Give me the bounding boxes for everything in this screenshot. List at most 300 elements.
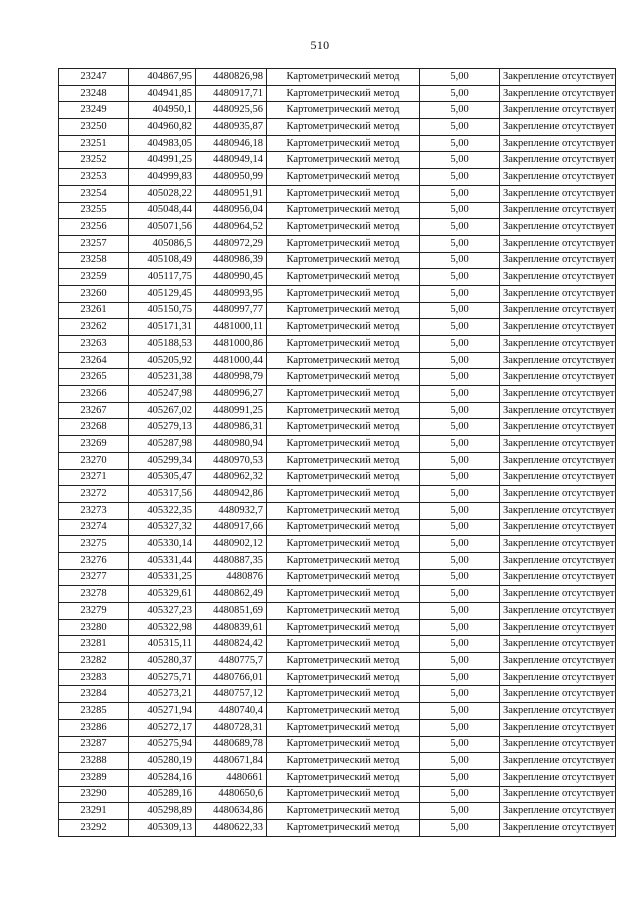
point-number-cell: 23285 (59, 703, 129, 720)
point-number-cell: 23268 (59, 419, 129, 436)
point-number-cell: 23260 (59, 285, 129, 302)
x-coordinate-cell: 405108,49 (129, 252, 196, 269)
x-coordinate-cell: 405331,25 (129, 569, 196, 586)
point-number-cell: 23272 (59, 486, 129, 503)
point-number-cell: 23264 (59, 352, 129, 369)
fixation-cell: Закрепление отсутствует (500, 336, 616, 353)
method-cell: Картометрический метод (267, 819, 420, 836)
accuracy-cell: 5,00 (420, 669, 500, 686)
point-number-cell: 23251 (59, 135, 129, 152)
fixation-cell: Закрепление отсутствует (500, 135, 616, 152)
accuracy-cell: 5,00 (420, 753, 500, 770)
x-coordinate-cell: 405329,61 (129, 586, 196, 603)
x-coordinate-cell: 405327,23 (129, 603, 196, 620)
x-coordinate-cell: 405280,19 (129, 753, 196, 770)
y-coordinate-cell: 4480634,86 (196, 803, 267, 820)
x-coordinate-cell: 404991,25 (129, 152, 196, 169)
x-coordinate-cell: 405267,02 (129, 402, 196, 419)
table-row (59, 185, 616, 202)
x-coordinate-cell: 405171,31 (129, 319, 196, 336)
y-coordinate-cell: 4480986,31 (196, 419, 267, 436)
x-coordinate-cell: 405028,22 (129, 185, 196, 202)
y-coordinate-cell: 4480950,99 (196, 169, 267, 186)
x-coordinate-cell: 405330,14 (129, 536, 196, 553)
accuracy-cell: 5,00 (420, 69, 500, 86)
table-row (59, 386, 616, 403)
method-cell: Картометрический метод (267, 719, 420, 736)
method-cell: Картометрический метод (267, 603, 420, 620)
fixation-cell: Закрепление отсутствует (500, 502, 616, 519)
method-cell: Картометрический метод (267, 653, 420, 670)
y-coordinate-cell: 4480862,49 (196, 586, 267, 603)
y-coordinate-cell: 4480949,14 (196, 152, 267, 169)
method-cell: Картометрический метод (267, 402, 420, 419)
x-coordinate-cell: 404983,05 (129, 135, 196, 152)
point-number-cell: 23289 (59, 769, 129, 786)
point-number-cell: 23257 (59, 235, 129, 252)
x-coordinate-cell: 404960,82 (129, 119, 196, 136)
accuracy-cell: 5,00 (420, 85, 500, 102)
x-coordinate-cell: 404950,1 (129, 102, 196, 119)
table-row (59, 536, 616, 553)
y-coordinate-cell: 4480887,35 (196, 552, 267, 569)
accuracy-cell: 5,00 (420, 419, 500, 436)
point-number-cell: 23261 (59, 302, 129, 319)
x-coordinate-cell: 405247,98 (129, 386, 196, 403)
x-coordinate-cell: 405322,35 (129, 502, 196, 519)
y-coordinate-cell: 4480964,52 (196, 219, 267, 236)
table-row (59, 452, 616, 469)
accuracy-cell: 5,00 (420, 169, 500, 186)
accuracy-cell: 5,00 (420, 536, 500, 553)
point-number-cell: 23255 (59, 202, 129, 219)
table-row (59, 786, 616, 803)
method-cell: Картометрический метод (267, 636, 420, 653)
method-cell: Картометрический метод (267, 469, 420, 486)
accuracy-cell: 5,00 (420, 269, 500, 286)
accuracy-cell: 5,00 (420, 436, 500, 453)
point-number-cell: 23259 (59, 269, 129, 286)
y-coordinate-cell: 4480728,31 (196, 719, 267, 736)
x-coordinate-cell: 405289,16 (129, 786, 196, 803)
accuracy-cell: 5,00 (420, 719, 500, 736)
point-number-cell: 23269 (59, 436, 129, 453)
accuracy-cell: 5,00 (420, 736, 500, 753)
accuracy-cell: 5,00 (420, 369, 500, 386)
point-number-cell: 23288 (59, 753, 129, 770)
method-cell: Картометрический метод (267, 536, 420, 553)
point-number-cell: 23286 (59, 719, 129, 736)
x-coordinate-cell: 405279,13 (129, 419, 196, 436)
coordinates-table-body (59, 69, 616, 837)
point-number-cell: 23291 (59, 803, 129, 820)
accuracy-cell: 5,00 (420, 636, 500, 653)
point-number-cell: 23292 (59, 819, 129, 836)
method-cell: Картометрический метод (267, 69, 420, 86)
accuracy-cell: 5,00 (420, 686, 500, 703)
point-number-cell: 23284 (59, 686, 129, 703)
fixation-cell: Закрепление отсутствует (500, 803, 616, 820)
fixation-cell: Закрепление отсутствует (500, 152, 616, 169)
accuracy-cell: 5,00 (420, 603, 500, 620)
table-row (59, 636, 616, 653)
table-row (59, 552, 616, 569)
fixation-cell: Закрепление отсутствует (500, 819, 616, 836)
accuracy-cell: 5,00 (420, 285, 500, 302)
fixation-cell: Закрепление отсутствует (500, 352, 616, 369)
y-coordinate-cell: 4480689,78 (196, 736, 267, 753)
table-row (59, 569, 616, 586)
y-coordinate-cell: 4481000,86 (196, 336, 267, 353)
table-row (59, 135, 616, 152)
y-coordinate-cell: 4480962,32 (196, 469, 267, 486)
point-number-cell: 23277 (59, 569, 129, 586)
y-coordinate-cell: 4480622,33 (196, 819, 267, 836)
fixation-cell: Закрепление отсутствует (500, 436, 616, 453)
fixation-cell: Закрепление отсутствует (500, 102, 616, 119)
method-cell: Картометрический метод (267, 185, 420, 202)
y-coordinate-cell: 4480946,18 (196, 135, 267, 152)
table-row (59, 235, 616, 252)
method-cell: Картометрический метод (267, 519, 420, 536)
point-number-cell: 23283 (59, 669, 129, 686)
accuracy-cell: 5,00 (420, 452, 500, 469)
method-cell: Картометрический метод (267, 135, 420, 152)
accuracy-cell: 5,00 (420, 486, 500, 503)
x-coordinate-cell: 404867,95 (129, 69, 196, 86)
y-coordinate-cell: 4480980,94 (196, 436, 267, 453)
point-number-cell: 23265 (59, 369, 129, 386)
y-coordinate-cell: 4480991,25 (196, 402, 267, 419)
point-number-cell: 23252 (59, 152, 129, 169)
x-coordinate-cell: 405298,89 (129, 803, 196, 820)
fixation-cell: Закрепление отсутствует (500, 653, 616, 670)
accuracy-cell: 5,00 (420, 586, 500, 603)
x-coordinate-cell: 405305,47 (129, 469, 196, 486)
y-coordinate-cell: 4480740,4 (196, 703, 267, 720)
fixation-cell: Закрепление отсутствует (500, 202, 616, 219)
accuracy-cell: 5,00 (420, 469, 500, 486)
table-row (59, 85, 616, 102)
point-number-cell: 23249 (59, 102, 129, 119)
table-row (59, 703, 616, 720)
y-coordinate-cell: 4480826,98 (196, 69, 267, 86)
accuracy-cell: 5,00 (420, 703, 500, 720)
fixation-cell: Закрепление отсутствует (500, 252, 616, 269)
fixation-cell: Закрепление отсутствует (500, 686, 616, 703)
fixation-cell: Закрепление отсутствует (500, 452, 616, 469)
table-row (59, 402, 616, 419)
x-coordinate-cell: 405231,38 (129, 369, 196, 386)
y-coordinate-cell: 4480997,77 (196, 302, 267, 319)
y-coordinate-cell: 4480902,12 (196, 536, 267, 553)
point-number-cell: 23273 (59, 502, 129, 519)
y-coordinate-cell: 4480766,01 (196, 669, 267, 686)
method-cell: Картометрический метод (267, 336, 420, 353)
fixation-cell: Закрепление отсутствует (500, 269, 616, 286)
fixation-cell: Закрепление отсутствует (500, 519, 616, 536)
method-cell: Картометрический метод (267, 786, 420, 803)
accuracy-cell: 5,00 (420, 336, 500, 353)
accuracy-cell: 5,00 (420, 135, 500, 152)
table-row (59, 753, 616, 770)
fixation-cell: Закрепление отсутствует (500, 669, 616, 686)
accuracy-cell: 5,00 (420, 569, 500, 586)
y-coordinate-cell: 4480876 (196, 569, 267, 586)
y-coordinate-cell: 4480839,61 (196, 619, 267, 636)
method-cell: Картометрический метод (267, 419, 420, 436)
fixation-cell: Закрепление отсутствует (500, 69, 616, 86)
accuracy-cell: 5,00 (420, 386, 500, 403)
point-number-cell: 23254 (59, 185, 129, 202)
table-row (59, 69, 616, 86)
method-cell: Картометрический метод (267, 736, 420, 753)
method-cell: Картометрический метод (267, 169, 420, 186)
x-coordinate-cell: 404941,85 (129, 85, 196, 102)
x-coordinate-cell: 405299,34 (129, 452, 196, 469)
table-row (59, 202, 616, 219)
accuracy-cell: 5,00 (420, 219, 500, 236)
table-row (59, 152, 616, 169)
y-coordinate-cell: 4480917,66 (196, 519, 267, 536)
fixation-cell: Закрепление отсутствует (500, 235, 616, 252)
x-coordinate-cell: 405327,32 (129, 519, 196, 536)
table-row (59, 285, 616, 302)
x-coordinate-cell: 405271,94 (129, 703, 196, 720)
fixation-cell: Закрепление отсутствует (500, 469, 616, 486)
y-coordinate-cell: 4480650,6 (196, 786, 267, 803)
method-cell: Картометрический метод (267, 486, 420, 503)
fixation-cell: Закрепление отсутствует (500, 769, 616, 786)
fixation-cell: Закрепление отсутствует (500, 619, 616, 636)
fixation-cell: Закрепление отсутствует (500, 285, 616, 302)
table-row (59, 719, 616, 736)
method-cell: Картометрический метод (267, 352, 420, 369)
x-coordinate-cell: 405275,71 (129, 669, 196, 686)
point-number-cell: 23253 (59, 169, 129, 186)
y-coordinate-cell: 4480956,04 (196, 202, 267, 219)
x-coordinate-cell: 405205,92 (129, 352, 196, 369)
x-coordinate-cell: 405280,37 (129, 653, 196, 670)
method-cell: Картометрический метод (267, 202, 420, 219)
table-row (59, 586, 616, 603)
table-row (59, 653, 616, 670)
accuracy-cell: 5,00 (420, 402, 500, 419)
method-cell: Картометрический метод (267, 252, 420, 269)
y-coordinate-cell: 4480775,7 (196, 653, 267, 670)
table-row (59, 336, 616, 353)
accuracy-cell: 5,00 (420, 619, 500, 636)
method-cell: Картометрический метод (267, 452, 420, 469)
method-cell: Картометрический метод (267, 302, 420, 319)
accuracy-cell: 5,00 (420, 119, 500, 136)
x-coordinate-cell: 405273,21 (129, 686, 196, 703)
method-cell: Картометрический метод (267, 586, 420, 603)
fixation-cell: Закрепление отсутствует (500, 486, 616, 503)
method-cell: Картометрический метод (267, 152, 420, 169)
point-number-cell: 23263 (59, 336, 129, 353)
fixation-cell: Закрепление отсутствует (500, 786, 616, 803)
accuracy-cell: 5,00 (420, 653, 500, 670)
table-row (59, 803, 616, 820)
method-cell: Картометрический метод (267, 235, 420, 252)
method-cell: Картометрический метод (267, 502, 420, 519)
point-number-cell: 23275 (59, 536, 129, 553)
fixation-cell: Закрепление отсутствует (500, 719, 616, 736)
table-row (59, 419, 616, 436)
point-number-cell: 23256 (59, 219, 129, 236)
table-row (59, 669, 616, 686)
x-coordinate-cell: 405331,44 (129, 552, 196, 569)
coordinates-table (58, 68, 616, 837)
fixation-cell: Закрепление отсутствует (500, 603, 616, 620)
point-number-cell: 23279 (59, 603, 129, 620)
point-number-cell: 23287 (59, 736, 129, 753)
method-cell: Картометрический метод (267, 219, 420, 236)
fixation-cell: Закрепление отсутствует (500, 586, 616, 603)
accuracy-cell: 5,00 (420, 152, 500, 169)
x-coordinate-cell: 405275,94 (129, 736, 196, 753)
y-coordinate-cell: 4480998,79 (196, 369, 267, 386)
table-row (59, 603, 616, 620)
x-coordinate-cell: 405117,75 (129, 269, 196, 286)
table-row (59, 619, 616, 636)
point-number-cell: 23247 (59, 69, 129, 86)
y-coordinate-cell: 4480993,95 (196, 285, 267, 302)
fixation-cell: Закрепление отсутствует (500, 569, 616, 586)
y-coordinate-cell: 4480917,71 (196, 85, 267, 102)
y-coordinate-cell: 4480986,39 (196, 252, 267, 269)
method-cell: Картометрический метод (267, 85, 420, 102)
table-row (59, 486, 616, 503)
table-row (59, 119, 616, 136)
method-cell: Картометрический метод (267, 369, 420, 386)
page-number: 510 (310, 38, 330, 52)
method-cell: Картометрический метод (267, 552, 420, 569)
point-number-cell: 23274 (59, 519, 129, 536)
x-coordinate-cell: 405272,17 (129, 719, 196, 736)
method-cell: Картометрический метод (267, 803, 420, 820)
fixation-cell: Закрепление отсутствует (500, 736, 616, 753)
fixation-cell: Закрепление отсутствует (500, 302, 616, 319)
x-coordinate-cell: 405315,11 (129, 636, 196, 653)
fixation-cell: Закрепление отсутствует (500, 219, 616, 236)
fixation-cell: Закрепление отсутствует (500, 185, 616, 202)
x-coordinate-cell: 405284,16 (129, 769, 196, 786)
accuracy-cell: 5,00 (420, 819, 500, 836)
point-number-cell: 23281 (59, 636, 129, 653)
point-number-cell: 23278 (59, 586, 129, 603)
table-row (59, 319, 616, 336)
x-coordinate-cell: 405150,75 (129, 302, 196, 319)
point-number-cell: 23258 (59, 252, 129, 269)
table-row (59, 252, 616, 269)
table-row (59, 736, 616, 753)
accuracy-cell: 5,00 (420, 185, 500, 202)
accuracy-cell: 5,00 (420, 769, 500, 786)
x-coordinate-cell: 404999,83 (129, 169, 196, 186)
fixation-cell: Закрепление отсутствует (500, 369, 616, 386)
point-number-cell: 23267 (59, 402, 129, 419)
y-coordinate-cell: 4480925,56 (196, 102, 267, 119)
y-coordinate-cell: 4480932,7 (196, 502, 267, 519)
table-row (59, 352, 616, 369)
table-row (59, 219, 616, 236)
fixation-cell: Закрепление отсутствует (500, 119, 616, 136)
table-row (59, 819, 616, 836)
y-coordinate-cell: 4480972,29 (196, 235, 267, 252)
point-number-cell: 23266 (59, 386, 129, 403)
fixation-cell: Закрепление отсутствует (500, 85, 616, 102)
x-coordinate-cell: 405086,5 (129, 235, 196, 252)
point-number-cell: 23270 (59, 452, 129, 469)
x-coordinate-cell: 405071,56 (129, 219, 196, 236)
fixation-cell: Закрепление отсутствует (500, 536, 616, 553)
fixation-cell: Закрепление отсутствует (500, 402, 616, 419)
method-cell: Картометрический метод (267, 102, 420, 119)
y-coordinate-cell: 4481000,44 (196, 352, 267, 369)
fixation-cell: Закрепление отсутствует (500, 386, 616, 403)
y-coordinate-cell: 4480996,27 (196, 386, 267, 403)
accuracy-cell: 5,00 (420, 352, 500, 369)
y-coordinate-cell: 4481000,11 (196, 319, 267, 336)
x-coordinate-cell: 405129,45 (129, 285, 196, 302)
fixation-cell: Закрепление отсутствует (500, 703, 616, 720)
method-cell: Картометрический метод (267, 703, 420, 720)
table-row (59, 269, 616, 286)
point-number-cell: 23276 (59, 552, 129, 569)
table-row (59, 302, 616, 319)
method-cell: Картометрический метод (267, 619, 420, 636)
table-row (59, 769, 616, 786)
table-row (59, 502, 616, 519)
table-row (59, 102, 616, 119)
fixation-cell: Закрепление отсутствует (500, 636, 616, 653)
x-coordinate-cell: 405317,56 (129, 486, 196, 503)
accuracy-cell: 5,00 (420, 202, 500, 219)
y-coordinate-cell: 4480757,12 (196, 686, 267, 703)
method-cell: Картометрический метод (267, 669, 420, 686)
accuracy-cell: 5,00 (420, 552, 500, 569)
method-cell: Картометрический метод (267, 319, 420, 336)
accuracy-cell: 5,00 (420, 102, 500, 119)
y-coordinate-cell: 4480661 (196, 769, 267, 786)
x-coordinate-cell: 405287,98 (129, 436, 196, 453)
point-number-cell: 23282 (59, 653, 129, 670)
accuracy-cell: 5,00 (420, 519, 500, 536)
fixation-cell: Закрепление отсутствует (500, 169, 616, 186)
accuracy-cell: 5,00 (420, 786, 500, 803)
y-coordinate-cell: 4480951,91 (196, 185, 267, 202)
fixation-cell: Закрепление отсутствует (500, 552, 616, 569)
y-coordinate-cell: 4480824,42 (196, 636, 267, 653)
accuracy-cell: 5,00 (420, 302, 500, 319)
method-cell: Картометрический метод (267, 753, 420, 770)
point-number-cell: 23248 (59, 85, 129, 102)
y-coordinate-cell: 4480942,86 (196, 486, 267, 503)
fixation-cell: Закрепление отсутствует (500, 419, 616, 436)
table-row (59, 369, 616, 386)
method-cell: Картометрический метод (267, 769, 420, 786)
fixation-cell: Закрепление отсутствует (500, 319, 616, 336)
y-coordinate-cell: 4480990,45 (196, 269, 267, 286)
x-coordinate-cell: 405188,53 (129, 336, 196, 353)
y-coordinate-cell: 4480935,87 (196, 119, 267, 136)
y-coordinate-cell: 4480671,84 (196, 753, 267, 770)
fixation-cell: Закрепление отсутствует (500, 753, 616, 770)
point-number-cell: 23262 (59, 319, 129, 336)
accuracy-cell: 5,00 (420, 319, 500, 336)
